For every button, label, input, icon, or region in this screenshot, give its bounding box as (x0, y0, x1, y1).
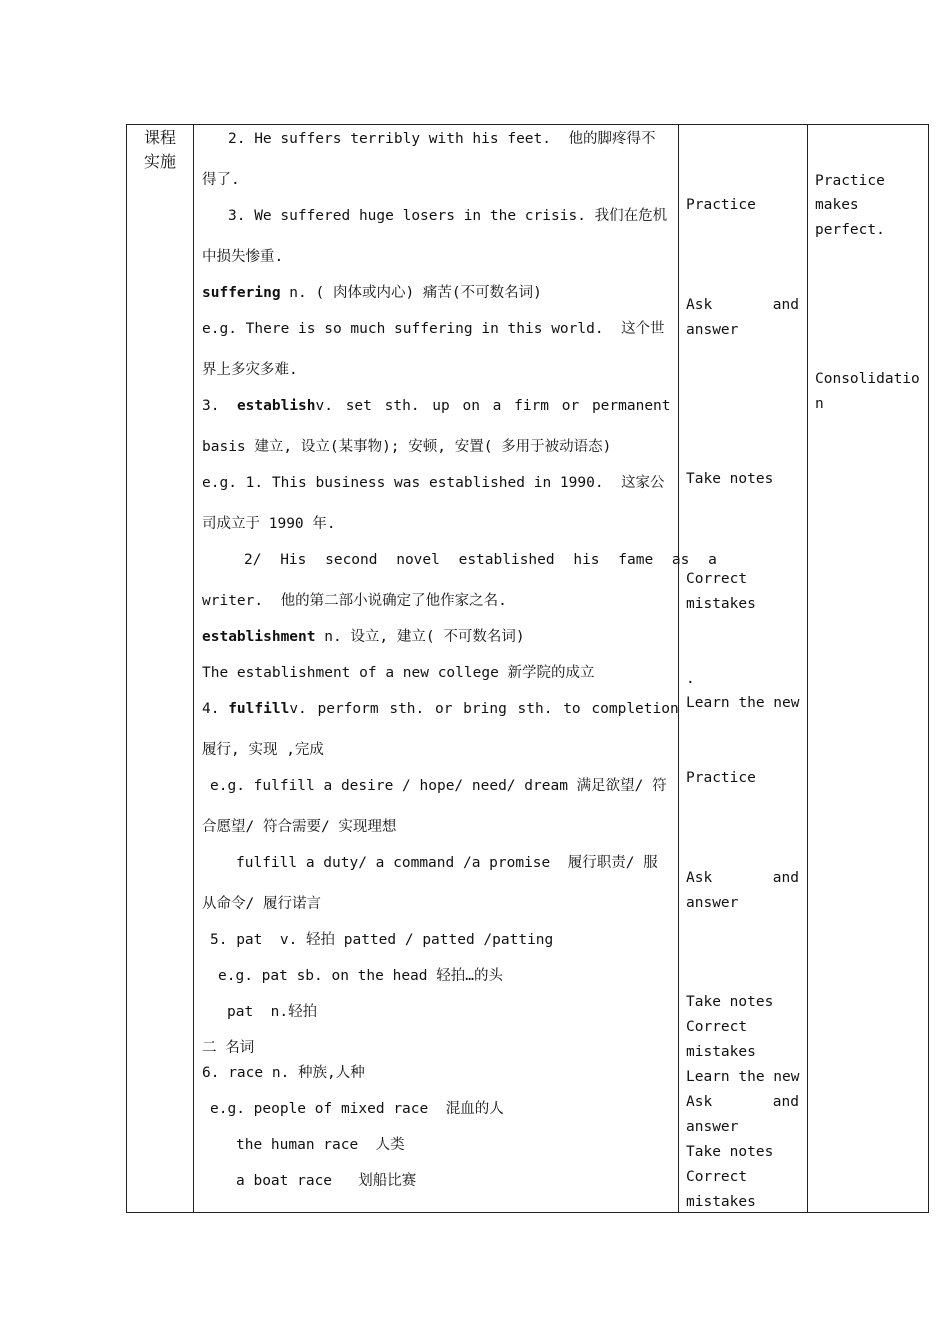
purpose-text: Practice (815, 173, 885, 189)
example-line: The establishment of a new college 新学院的成立 (202, 665, 595, 681)
example-line: e.g. people of mixed race 混血的人 (210, 1101, 504, 1117)
activity-label (686, 1092, 799, 1112)
activities-cell (678, 125, 807, 1212)
activity-label (686, 868, 799, 888)
purpose-text: makes (815, 197, 859, 213)
vocab-number: 4. (202, 701, 220, 717)
section-label-line1: 课程 (144, 128, 177, 147)
activity-label: Practice (686, 770, 756, 786)
section-label-line2: 实施 (144, 152, 177, 171)
activity-label: mistakes (686, 596, 756, 612)
lesson-table (126, 124, 929, 1213)
activity-label: mistakes (686, 1044, 756, 1060)
example-line: 得了. (202, 172, 240, 188)
purpose-text: Consolidatio (815, 371, 920, 387)
example-line: 司成立于 1990 年. (202, 516, 336, 532)
example-line: e.g. There is so much suffering in this world. 这个世 (202, 321, 665, 337)
vocab-definition: n. ( 肉体或内心) 痛苦(不可数名词) (280, 285, 542, 301)
activity-label: Take notes (686, 471, 774, 487)
section-label-cell (127, 125, 193, 1212)
activity-label: answer (686, 322, 739, 338)
vocab-word: establish (236, 398, 316, 414)
activity-label (686, 295, 799, 315)
activity-label: answer (686, 895, 739, 911)
activity-word: and (772, 297, 799, 313)
activity-label: mistakes (686, 1194, 756, 1210)
activity-word: Ask (686, 1094, 713, 1110)
activity-label: Correct (686, 1169, 748, 1185)
vocab-definition: 履行, 实现 ,完成 (202, 742, 324, 758)
vocab-entry-pat: 5. pat v. 轻拍 patted / patted /patting (210, 932, 554, 948)
example-line: e.g. 1. This business was established in 1990. 这家公 (202, 475, 665, 491)
vocab-definition: pat n.轻拍 (227, 1004, 318, 1020)
vocab-definition: v. set sth. up on a firm or permanent (315, 398, 671, 414)
activity-label: Take notes (686, 1144, 774, 1160)
example-line: 3. We suffered huge losers in the crisis. 我们在危机 (228, 208, 668, 224)
activity-word: and (772, 870, 799, 886)
activity-word: and (772, 1094, 799, 1110)
vocab-entry-establish (202, 396, 670, 416)
example-line: e.g. fulfill a desire / hope/ need/ dream 满足欲望/ 符 (210, 778, 667, 794)
activity-word: Ask (686, 870, 713, 886)
activity-word: Ask (686, 297, 713, 313)
activity-label: Correct (686, 1019, 748, 1035)
activity-mark: . (686, 671, 695, 687)
activity-label: Correct (686, 571, 748, 587)
example-line: fulfill a duty/ a command /a promise 履行职责/ 服 (236, 855, 658, 871)
example-line: 界上多灾多难. (202, 362, 298, 378)
vocab-entry-suffering (202, 283, 542, 303)
purpose-text: n (815, 396, 824, 412)
example-line: a boat race 划船比赛 (236, 1173, 417, 1189)
example-line: writer. 他的第二部小说确定了他作家之名. (202, 593, 507, 609)
example-line: 2/ His second novel established his fame as a (244, 552, 717, 568)
activity-label: answer (686, 1119, 739, 1135)
vocab-number: 3. (202, 398, 220, 414)
vocab-word: fulfill (228, 701, 290, 717)
vocab-entry-race: 6. race n. 种族,人种 (202, 1065, 365, 1081)
purpose-text: perfect. (815, 222, 885, 238)
activity-label: Learn the new (686, 1069, 800, 1085)
example-line: the human race 人类 (236, 1137, 405, 1153)
example-line: e.g. pat sb. on the head 轻拍…的头 (218, 968, 503, 984)
vocab-word: establishment (202, 629, 316, 645)
purpose-cell (807, 125, 929, 1212)
vocab-entry-establishment (202, 627, 525, 647)
activity-label: Learn the new (686, 695, 800, 711)
vocab-definition: v. perform sth. or bring sth. to completion (289, 701, 679, 717)
vocab-entry-fulfill (202, 699, 679, 719)
vocab-word: suffering (202, 285, 281, 301)
example-line: 2. He suffers terribly with his feet. 他的脚疼得不 (228, 131, 656, 147)
activity-label: Take notes (686, 994, 774, 1010)
vocab-definition: basis 建立, 设立(某事物); 安顿, 安置( 多用于被动语态) (202, 439, 612, 455)
vocab-definition: n. 设立, 建立( 不可数名词) (315, 629, 525, 645)
activity-label: Practice (686, 197, 756, 213)
example-line: 中损失惨重. (202, 249, 284, 265)
example-line: 合愿望/ 符合需要/ 实现理想 (202, 819, 397, 835)
section-heading: 二 名词 (202, 1040, 255, 1056)
example-line: 从命令/ 履行诺言 (202, 896, 321, 912)
